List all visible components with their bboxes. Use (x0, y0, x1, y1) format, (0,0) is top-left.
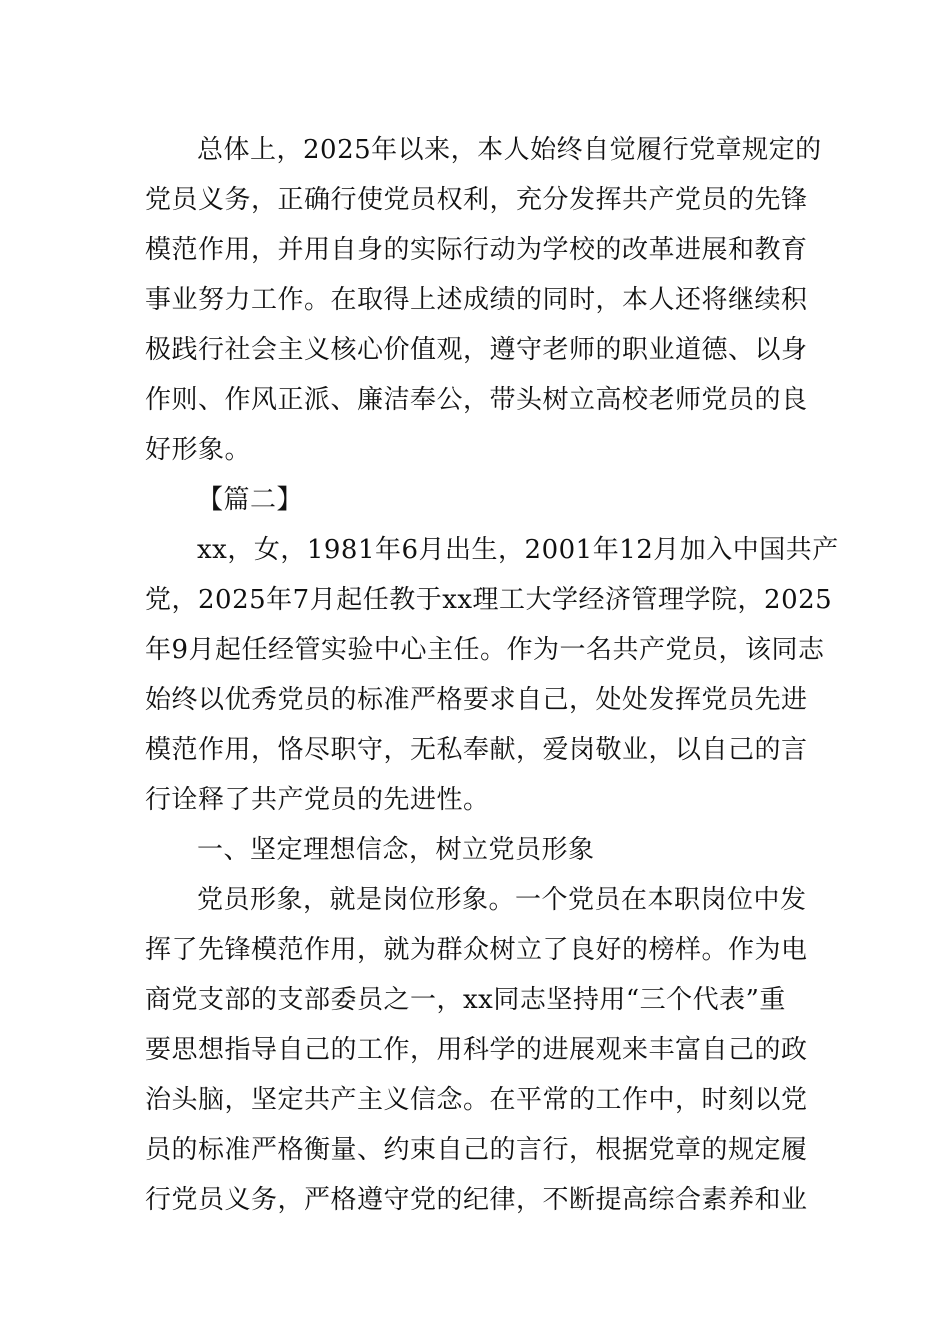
paragraph-line: 要思想指导自己的工作，用科学的进展观来丰富自己的政 (145, 1035, 808, 1065)
paragraph-line: 好形象。 (145, 435, 252, 465)
paragraph-line: 治头脑，坚定共产主义信念。在平常的工作中，时刻以党 (145, 1085, 808, 1115)
paragraph-line: 总体上，2025年以来，本人始终自觉履行党章规定的 (197, 135, 822, 165)
paragraph-line: 年9月起任经管实验中心主任。作为一名共产党员，该同志 (145, 635, 825, 665)
paragraph-line: 事业努力工作。在取得上述成绩的同时，本人还将继续积 (145, 285, 808, 315)
paragraph-line: 员的标准严格衡量、约束自己的言行，根据党章的规定履 (145, 1135, 808, 1165)
paragraph-line: 挥了先锋模范作用，就为群众树立了良好的榜样。作为电 (145, 935, 808, 965)
paragraph-line: 党，2025年7月起任教于xx理工大学经济管理学院，2025 (145, 585, 833, 615)
paragraph-line: 行诠释了共产党员的先进性。 (145, 785, 490, 815)
section-heading: 【篇二】 (197, 485, 304, 515)
paragraph-line: 商党支部的支部委员之一，xx同志坚持用“三个代表”重 (145, 985, 786, 1015)
paragraph-line: 极践行社会主义核心价值观，遵守老师的职业道德、以身 (145, 335, 808, 365)
paragraph-line: 党员形象，就是岗位形象。一个党员在本职岗位中发 (197, 885, 807, 915)
subsection-heading: 一、坚定理想信念，树立党员形象 (197, 835, 595, 865)
paragraph-line: 模范作用，并用自身的实际行动为学校的改革进展和教育 (145, 235, 808, 265)
paragraph-line: 模范作用，恪尽职守，无私奉献，爱岗敬业，以自己的言 (145, 735, 808, 765)
paragraph-line: 党员义务，正确行使党员权利，充分发挥共产党员的先锋 (145, 185, 808, 215)
paragraph-line: 作则、作风正派、廉洁奉公，带头树立高校老师党员的良 (145, 385, 808, 415)
paragraph-line: xx，女，1981年6月出生，2001年12月加入中国共产 (197, 535, 839, 565)
paragraph-line: 行党员义务，严格遵守党的纪律，不断提高综合素养和业 (145, 1185, 808, 1215)
paragraph-line: 始终以优秀党员的标准严格要求自己，处处发挥党员先进 (145, 685, 808, 715)
